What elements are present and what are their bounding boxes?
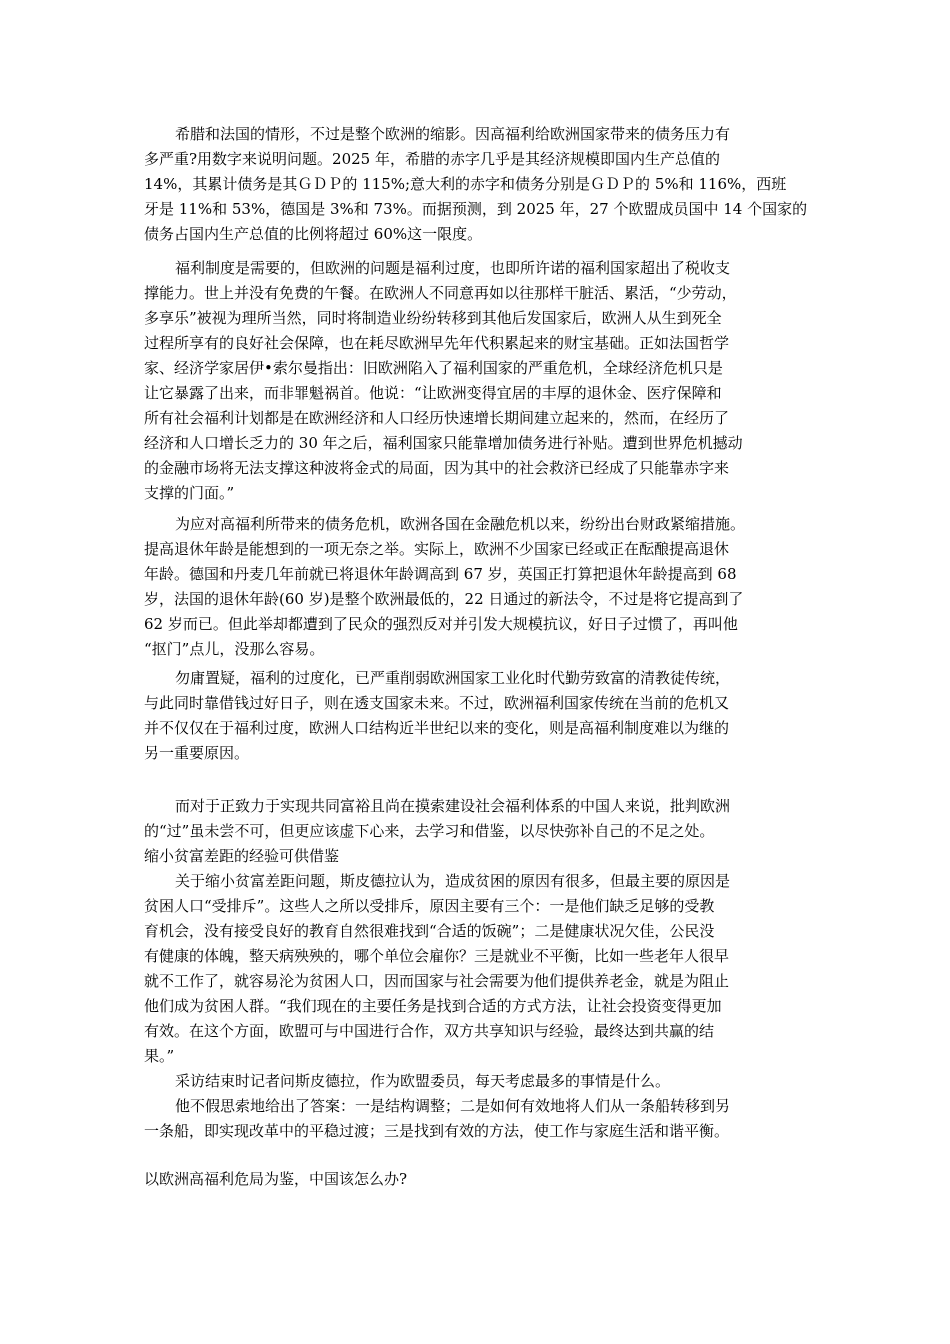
paragraph-debt-statistics: [144, 122, 812, 247]
paragraph-interview-answer: [144, 1094, 812, 1144]
text-line: 就不工作了，就容易沦为贫困人口，因而国家与社会需要为他们提供养老金，就是为阻止: [144, 972, 730, 990]
text-line: 他不假思索地给出了答案：一是结构调整；二是如何有效地将人们从一条船转移到另: [175, 1097, 731, 1115]
paragraph-china-lessons: [144, 794, 812, 869]
text-line: 提高退休年龄是能想到的一项无奈之举。实际上，欧洲不少国家已经或正在酝酿提高退休: [144, 540, 730, 558]
text-line: 果。”: [144, 1047, 175, 1065]
text-line: 而对于正致力于实现共同富裕且尚在摸索建设社会福利体系的中国人来说，批判欧洲: [175, 797, 731, 815]
text-line: 他们成为贫困人群。“我们现在的主要任务是找到合适的方式方法，让社会投资变得更加: [144, 997, 722, 1015]
text-line: 关于缩小贫富差距问题，斯皮德拉认为，造成贫困的原因有很多，但最主要的原因是: [175, 872, 731, 890]
text-line: 撑能力。世上并没有免费的午餐。在欧洲人不同意再如以往那样干脏活、累活，“少劳动，: [144, 284, 737, 302]
text-line: 14%，其累计债务是其ＧＤＰ的 115%;意大利的赤字和债务分别是ＧＤＰ的 5%和 116%，西班: [144, 175, 787, 193]
text-line: 一条船，即实现改革中的平稳过渡；三是找到有效的方法，使工作与家庭生活和谐平衡。: [144, 1122, 730, 1140]
text-line: 并不仅仅在于福利过度，欧洲人口结构近半世纪以来的变化，则是高福利制度难以为继的: [144, 719, 730, 737]
text-line: 支撑的门面。”: [144, 484, 235, 502]
text-line: 与此同时靠借钱过好日子，则在透支国家未来。不过，欧洲福利国家传统在当前的危机又: [144, 694, 730, 712]
text-line: 债务占国内生产总值的比例将超过 60%这一限度。: [144, 225, 483, 243]
text-line: 贫困人口“受排斥”。这些人之所以受排斥，原因主要有三个：一是他们缺乏足够的受教: [144, 897, 715, 915]
text-line: 育机会，没有接受良好的教育自然很难找到“合适的饭碗”；二是健康状况欠佳，公民没: [144, 922, 715, 940]
paragraph-over-welfare: [144, 666, 812, 766]
text-line: 多享乐”被视为理所当然，同时将制造业纷纷转移到其他后发国家后，欧洲人从生到死全: [144, 309, 722, 327]
text-line: 家、经济学家居伊•索尔曼指出：旧欧洲陷入了福利国家的严重危机，全球经济危机只是: [144, 359, 723, 377]
closing-heading: [144, 1167, 812, 1192]
text-line: 牙是 11%和 53%，德国是 3%和 73%。而据预测，到 2025 年，27 个欧盟成员国中 14 个国家的: [144, 200, 808, 218]
text-line: 另一重要原因。: [144, 744, 250, 762]
text-line: 有效。在这个方面，欧盟可与中国进行合作，双方共享知识与经验，最终达到共赢的结: [144, 1022, 715, 1040]
text-line: 62 岁而已。但此举却都遭到了民众的强烈反对并引发大规模抗议，好日子过惯了，再叫他: [144, 615, 738, 633]
text-line: 让它暴露了出来，而非罪魁祸首。他说：“让欧洲变得宜居的丰厚的退休金、医疗保障和: [144, 384, 722, 402]
section-heading: 缩小贫富差距的经验可供借鉴: [144, 847, 340, 865]
text-line: 希腊和法国的情形，不过是整个欧洲的缩影。因高福利给欧洲国家带来的债务压力有: [175, 125, 731, 143]
text-line: 的“过”虽未尝不可，但更应该虚下心来，去学习和借鉴，以尽快弥补自己的不足之处。: [144, 822, 715, 840]
paragraph-interview-question: [144, 1069, 812, 1094]
paragraph-welfare-overreach: [144, 256, 812, 506]
text-line: 经济和人口增长乏力的 30 年之后，福利国家只能靠增加债务进行补贴。遭到世界危机撼动: [144, 434, 743, 452]
text-line: 有健康的体魄，整天病殃殃的，哪个单位会雇你？三是就业不平衡，比如一些老年人很早: [144, 947, 730, 965]
text-line: 所有社会福利计划都是在欧洲经济和人口经历快速增长期间建立起来的，然而，在经历了: [144, 409, 730, 427]
paragraph-poverty-gap: [144, 869, 812, 1069]
text-line: 为应对高福利所带来的债务危机，欧洲各国在金融危机以来，纷纷出台财政紧缩措施。: [175, 515, 746, 533]
text-line: 年龄。德国和丹麦几年前就已将退休年龄调高到 67 岁，英国正打算把退休年龄提高到 68: [144, 565, 737, 583]
text-line: 多严重?用数字来说明问题。2025 年，希腊的赤字几乎是其经济规模即国内生产总值的: [144, 150, 720, 168]
paragraph-retirement-age: [144, 512, 812, 662]
text-line: 勿庸置疑，福利的过度化，已严重削弱欧洲国家工业化时代勤劳致富的清教徒传统，: [175, 669, 731, 687]
text-line: 福利制度是需要的，但欧洲的问题是福利过度，也即所许诺的福利国家超出了税收支: [175, 259, 731, 277]
text-line: 以欧洲高福利危局为鉴，中国该怎么办?: [144, 1170, 408, 1188]
text-line: 过程所享有的良好社会保障，也在耗尽欧洲早先年代积累起来的财宝基础。正如法国哲学: [144, 334, 730, 352]
text-line: “抠门”点儿，没那么容易。: [144, 640, 325, 658]
text-line: 采访结束时记者问斯皮德拉，作为欧盟委员，每天考虑最多的事情是什么。: [175, 1072, 671, 1090]
text-line: 的金融市场将无法支撑这种波将金式的局面，因为其中的社会救济已经成了只能靠赤字来: [144, 459, 730, 477]
text-line: 岁，法国的退休年龄(60 岁)是整个欧洲最低的，22 日通过的新法令，不过是将它提高到了: [144, 590, 744, 608]
